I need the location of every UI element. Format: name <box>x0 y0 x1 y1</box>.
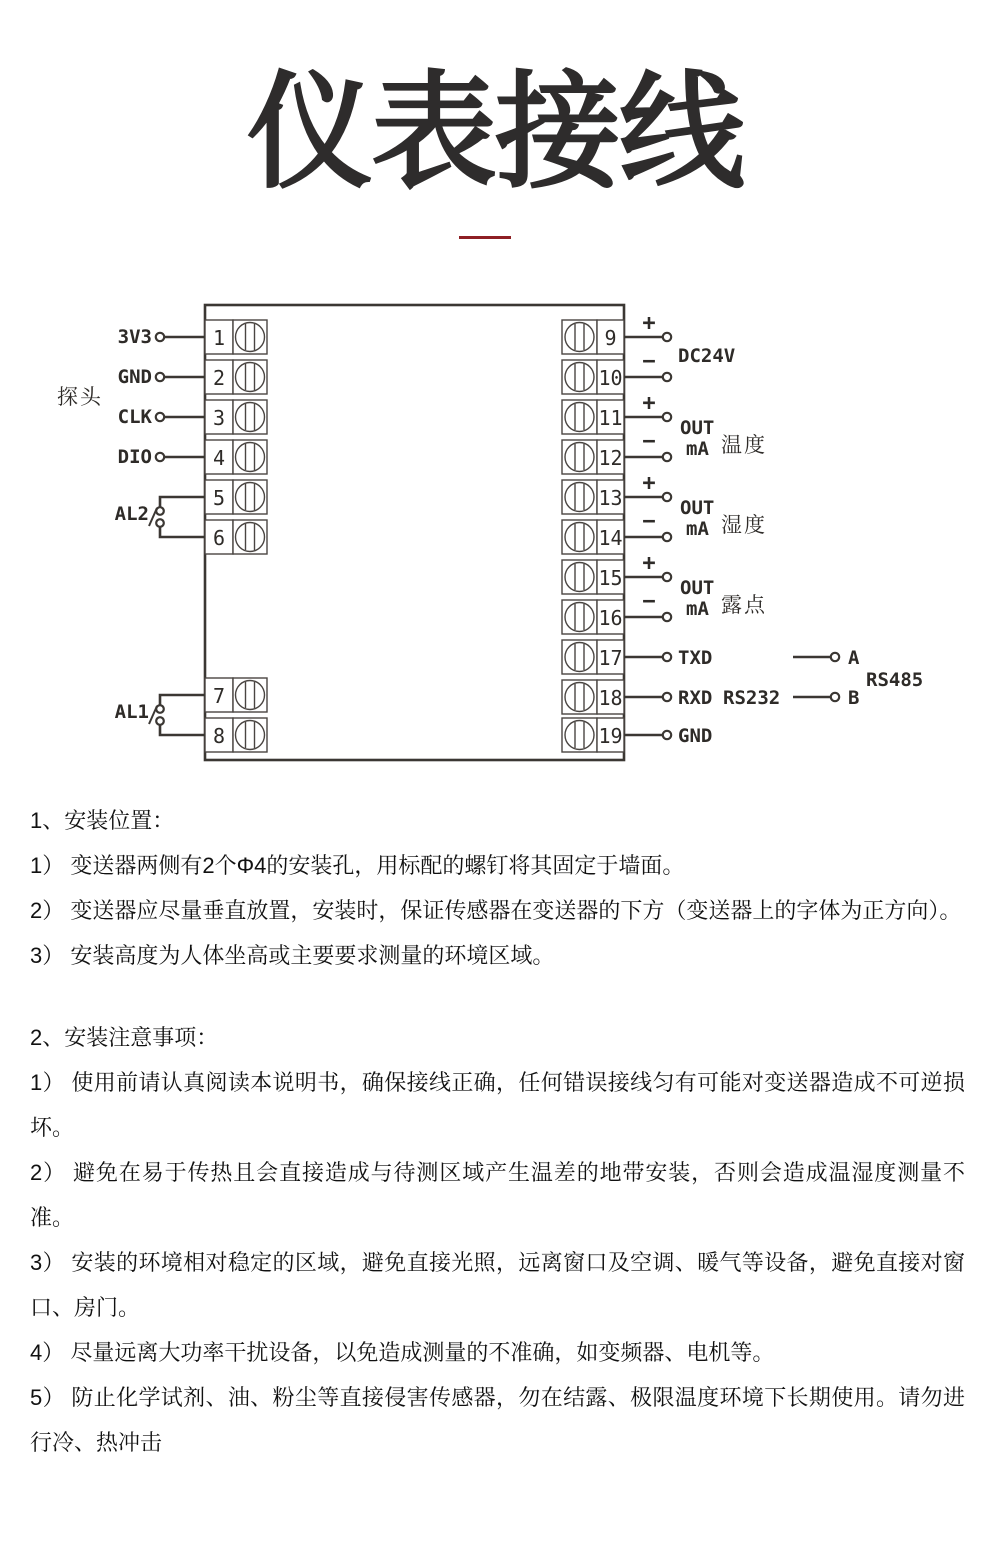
transmitter-body <box>205 305 624 760</box>
terminal-number: 1 <box>212 326 226 350</box>
connection-txd <box>624 647 712 669</box>
label-gnd: GND <box>678 725 713 747</box>
probe-group-label: 探头 <box>57 386 103 409</box>
list-item: 3） 安装的环境相对稳定的区域，避免直接光照，远离窗口及空调、暖气等设备，避免直接对窗口、房门。 <box>30 1250 965 1320</box>
label-dc24v: DC24V <box>678 345 736 367</box>
label-rs485-a: A <box>848 647 860 669</box>
terminal-number: 7 <box>212 684 226 708</box>
polarity-minus: − <box>642 429 656 454</box>
terminal-number: 8 <box>212 724 226 748</box>
terminal-1 <box>205 320 267 354</box>
label-temperature: 温度 <box>721 434 767 457</box>
label-out: OUT <box>680 497 715 519</box>
label-humidity: 湿度 <box>721 514 767 537</box>
terminal-19 <box>562 718 624 752</box>
terminal-number: 15 <box>598 566 623 590</box>
connection-3v3 <box>118 326 205 348</box>
polarity-plus: + <box>642 551 656 576</box>
terminal-18 <box>562 680 624 714</box>
label-out: OUT <box>680 417 715 439</box>
page-title: 仪表接线 <box>247 62 743 203</box>
terminal-number: 14 <box>598 526 623 550</box>
terminal-5 <box>205 480 267 514</box>
connection-dio <box>118 446 205 468</box>
terminal-number: 9 <box>604 326 617 350</box>
terminal-10 <box>562 360 624 394</box>
terminal-11 <box>562 400 624 434</box>
terminal-number: 17 <box>598 646 623 670</box>
terminal-number: 16 <box>598 606 623 630</box>
section-heading-install-cautions: 2、安装注意事项： <box>30 1025 219 1050</box>
terminal-14 <box>562 520 624 554</box>
terminal-number: 18 <box>598 686 623 710</box>
terminal-number: 13 <box>598 486 623 510</box>
relay-label-al2: AL2 <box>114 503 149 525</box>
terminal-8 <box>205 718 267 752</box>
label-ma: mA <box>686 518 709 540</box>
label-rs232: RS232 <box>723 687 781 709</box>
polarity-minus: − <box>642 589 656 614</box>
label-out: OUT <box>680 577 715 599</box>
relay-label-al1: AL1 <box>114 701 149 723</box>
connection-dc24v <box>624 311 735 381</box>
list-item: 5） 防止化学试剂、油、粉尘等直接侵害传感器，勿在结露、极限温度环境下长期使用。请勿进行冷、热冲击 <box>30 1385 965 1455</box>
section-heading-install-position: 1、安装位置： <box>30 808 175 833</box>
terminal-number: 10 <box>598 366 623 390</box>
terminal-3 <box>205 400 267 434</box>
terminal-17 <box>562 640 624 674</box>
list-item: 2） 避免在易于传热且会直接造成与待测区域产生温差的地带安装，否则会造成温湿度测量不准。 <box>30 1160 965 1230</box>
installation-notes <box>30 798 965 1465</box>
list-item: 4） 尽量远离大功率干扰设备，以免造成测量的不准确，如变频器、电机等。 <box>30 1340 775 1365</box>
polarity-minus: − <box>642 349 656 374</box>
connection-rxd-rs232 <box>624 687 780 709</box>
connection-out-dewpoint <box>624 551 767 621</box>
polarity-minus: − <box>642 509 656 534</box>
terminal-number: 12 <box>598 446 623 470</box>
terminal-4 <box>205 440 267 474</box>
connection-clk <box>118 406 205 428</box>
list-item: 1） 变送器两侧有2个Φ4的安装孔，用标配的螺钉将其固定于墙面。 <box>30 853 685 878</box>
connection-out-humidity <box>624 471 767 541</box>
connection-rs485 <box>793 647 923 709</box>
label-rs485: RS485 <box>866 669 924 691</box>
connection-out-temperature <box>624 391 767 461</box>
terminal-number: 11 <box>598 406 623 430</box>
list-item: 3） 安装高度为人体坐高或主要要求测量的环境区域。 <box>30 943 555 968</box>
label-txd: TXD <box>678 647 713 669</box>
terminal-6 <box>205 520 267 554</box>
terminal-13 <box>562 480 624 514</box>
terminal-2 <box>205 360 267 394</box>
terminal-12 <box>562 440 624 474</box>
polarity-plus: + <box>642 391 656 416</box>
relay-al2 <box>115 497 205 537</box>
terminal-7 <box>205 678 267 712</box>
pin-label-clk: CLK <box>117 406 152 428</box>
terminal-number: 19 <box>598 724 623 748</box>
terminal-9 <box>562 320 624 354</box>
label-rs485-b: B <box>848 687 860 709</box>
polarity-plus: + <box>642 471 656 496</box>
connection-gnd-serial <box>624 725 712 747</box>
terminal-16 <box>562 600 624 634</box>
terminal-number: 4 <box>212 446 226 470</box>
terminal-number: 3 <box>212 406 226 430</box>
label-ma: mA <box>686 438 709 460</box>
relay-al1 <box>115 695 205 735</box>
list-item: 1） 使用前请认真阅读本说明书，确保接线正确，任何错误接线匀有可能对变送器造成不可逆损坏。 <box>30 1070 965 1140</box>
connection-gnd-probe <box>118 366 205 388</box>
terminal-number: 2 <box>212 366 226 390</box>
polarity-plus: + <box>642 311 656 336</box>
terminal-number: 5 <box>212 486 226 510</box>
label-rxd: RXD <box>678 687 713 709</box>
list-item: 2） 变送器应尽量垂直放置，安装时，保证传感器在变送器的下方（变送器上的字体为正方向）。 <box>30 898 962 923</box>
label-ma: mA <box>686 598 709 620</box>
pin-label-gnd: GND <box>117 366 152 388</box>
terminal-number: 6 <box>212 526 226 550</box>
label-dewpoint: 露点 <box>721 594 767 617</box>
pin-label-dio: DIO <box>117 446 152 468</box>
terminal-15 <box>562 560 624 594</box>
pin-label-3v3: 3V3 <box>117 326 152 348</box>
